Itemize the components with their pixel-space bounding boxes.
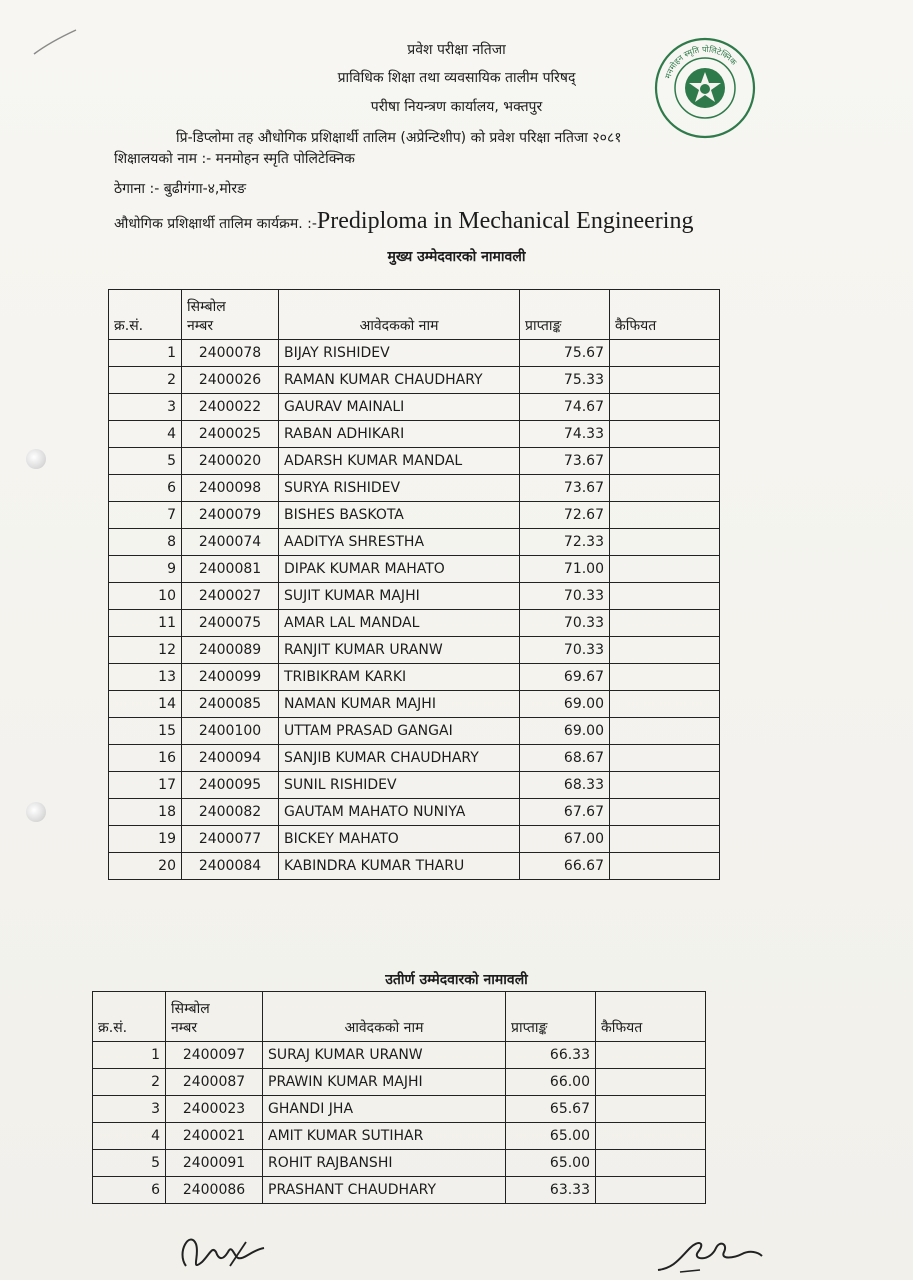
cell-name: DIPAK KUMAR MAHATO [279,556,520,583]
table-row [109,853,720,880]
cell-sn: 15 [109,718,182,745]
cell-symbol: 2400091 [166,1150,263,1177]
cell-marks: 66.67 [520,853,610,880]
col-marks: प्राप्ताङ्क [520,290,610,340]
cell-name: GAUTAM MAHATO NUNIYA [279,799,520,826]
table-row [93,1123,706,1150]
school-address: ठेगाना :- बुढीगंगा-४,मोरङ [114,181,247,197]
cell-remarks [610,853,720,880]
cell-remarks [610,664,720,691]
cell-remarks [610,637,720,664]
cell-sn: 1 [109,340,182,367]
table-row [109,745,720,772]
cell-remarks [610,772,720,799]
program-label: औधोगिक प्रशिक्षार्थी तालिम कार्यक्रम. :- [114,216,317,232]
cell-remarks [610,421,720,448]
table-row [109,394,720,421]
col-sn: क्र.सं. [109,290,182,340]
cell-symbol: 2400027 [182,583,279,610]
cell-remarks [610,745,720,772]
cell-marks: 63.33 [506,1177,596,1204]
table-row [109,529,720,556]
table-row [109,799,720,826]
cell-remarks [610,529,720,556]
cell-sn: 4 [109,421,182,448]
cell-marks: 66.00 [506,1069,596,1096]
cell-marks: 65.00 [506,1150,596,1177]
cell-sn: 10 [109,583,182,610]
cell-sn: 17 [109,772,182,799]
cell-sn: 18 [109,799,182,826]
cell-marks: 75.67 [520,340,610,367]
passed-candidates-table [92,991,706,1204]
cell-symbol: 2400081 [182,556,279,583]
table-row [93,1177,706,1204]
table-row [93,1042,706,1069]
cell-name: RABAN ADHIKARI [279,421,520,448]
col-name: आवेदकको नाम [279,290,520,340]
cell-symbol: 2400084 [182,853,279,880]
school-name: शिक्षालयको नाम :- मनमोहन स्मृति पोलिटेक्निक [114,151,355,167]
cell-name: ROHIT RAJBANSHI [263,1150,506,1177]
cell-marks: 68.67 [520,745,610,772]
cell-name: SANJIB KUMAR CHAUDHARY [279,745,520,772]
cell-sn: 9 [109,556,182,583]
cell-marks: 67.67 [520,799,610,826]
col-symbol-line2: नम्बर [187,318,214,334]
punch-hole [26,449,46,469]
cell-name: NAMAN KUMAR MAJHI [279,691,520,718]
table-header-row [93,992,706,1042]
punch-hole [26,802,46,822]
col-remarks: कैफियत [610,290,720,340]
cell-name: AADITYA SHRESTHA [279,529,520,556]
cell-remarks [610,583,720,610]
col-marks: प्राप्ताङ्क [506,992,596,1042]
cell-remarks [596,1150,706,1177]
program-name: Prediploma in Mechanical Engineering [316,208,694,234]
col-symbol-line1: सिम्बोल [187,299,226,315]
table-row [109,502,720,529]
cell-name: GAURAV MAINALI [279,394,520,421]
cell-symbol: 2400025 [182,421,279,448]
cell-symbol: 2400095 [182,772,279,799]
cell-name: PRAWIN KUMAR MAJHI [263,1069,506,1096]
cell-remarks [596,1123,706,1150]
program-line [114,208,693,235]
cell-sn: 19 [109,826,182,853]
cell-symbol: 2400089 [182,637,279,664]
cell-marks: 69.67 [520,664,610,691]
cell-name: SUNIL RISHIDEV [279,772,520,799]
cell-sn: 2 [93,1069,166,1096]
table-row [109,610,720,637]
table-row [109,691,720,718]
cell-symbol: 2400021 [166,1123,263,1150]
seal-text: मनमोहन स्मृति पोलिटेक्निक [663,44,739,80]
cell-symbol: 2400078 [182,340,279,367]
cell-sn: 3 [93,1096,166,1123]
cell-marks: 71.00 [520,556,610,583]
table-row [109,637,720,664]
table-row [109,826,720,853]
cell-sn: 6 [93,1177,166,1204]
cell-remarks [610,691,720,718]
cell-remarks [610,340,720,367]
cell-symbol: 2400098 [182,475,279,502]
cell-remarks [610,448,720,475]
cell-symbol: 2400020 [182,448,279,475]
cell-symbol: 2400082 [182,799,279,826]
table-row [109,421,720,448]
cell-sn: 12 [109,637,182,664]
cell-marks: 75.33 [520,367,610,394]
cell-name: BIJAY RISHIDEV [279,340,520,367]
cell-marks: 69.00 [520,718,610,745]
cell-symbol: 2400075 [182,610,279,637]
cell-name: GHANDI JHA [263,1096,506,1123]
col-symbol [166,992,263,1042]
cell-remarks [610,799,720,826]
table-row [109,583,720,610]
cell-remarks [596,1096,706,1123]
cell-name: RAMAN KUMAR CHAUDHARY [279,367,520,394]
header-line-3: परीषा नियन्त्रण कार्यालय, भक्तपुर [370,99,543,115]
table-row [93,1096,706,1123]
cell-sn: 13 [109,664,182,691]
cell-remarks [610,394,720,421]
cell-marks: 65.67 [506,1096,596,1123]
cell-symbol: 2400085 [182,691,279,718]
cell-sn: 6 [109,475,182,502]
cell-marks: 73.67 [520,475,610,502]
cell-name: BISHES BASKOTA [279,502,520,529]
cell-symbol: 2400074 [182,529,279,556]
cell-sn: 2 [109,367,182,394]
table-row [109,340,720,367]
cell-sn: 11 [109,610,182,637]
cell-marks: 66.33 [506,1042,596,1069]
cell-name: RANJIT KUMAR URANW [279,637,520,664]
main-candidates-table [108,289,720,880]
cell-marks: 70.33 [520,583,610,610]
cell-name: SUJIT KUMAR MAJHI [279,583,520,610]
result-title: प्रि-डिप्लोमा तह औधोगिक प्रशिक्षार्थी तालिम (अप्रेन्टिशीप) को प्रवेश परिक्षा नतिजा २०८१ [176,130,622,146]
signature-left [172,1222,272,1277]
table-row [109,664,720,691]
table-row [109,772,720,799]
cell-name: TRIBIKRAM KARKI [279,664,520,691]
cell-name: AMIT KUMAR SUTIHAR [263,1123,506,1150]
cell-marks: 74.33 [520,421,610,448]
cell-remarks [610,475,720,502]
cell-sn: 8 [109,529,182,556]
col-remarks: कैफियत [596,992,706,1042]
table-row [109,556,720,583]
cell-sn: 4 [93,1123,166,1150]
council-seal [653,36,757,140]
col-symbol-line2: नम्बर [171,1020,198,1036]
table-row [109,475,720,502]
cell-remarks [610,610,720,637]
cell-symbol: 2400087 [166,1069,263,1096]
col-symbol [182,290,279,340]
cell-remarks [610,556,720,583]
cell-remarks [596,1042,706,1069]
cell-symbol: 2400026 [182,367,279,394]
cell-marks: 65.00 [506,1123,596,1150]
cell-remarks [596,1177,706,1204]
main-list-title: मुख्य उम्मेदवारको नामावली [387,249,526,265]
cell-sn: 3 [109,394,182,421]
table-row [109,448,720,475]
signature-right [650,1222,765,1277]
main-table-body [109,340,720,880]
cell-symbol: 2400077 [182,826,279,853]
cell-marks: 67.00 [520,826,610,853]
cell-remarks [610,718,720,745]
cell-marks: 69.00 [520,691,610,718]
cell-sn: 14 [109,691,182,718]
cell-sn: 7 [109,502,182,529]
cell-symbol: 2400023 [166,1096,263,1123]
cell-name: SURAJ KUMAR URANW [263,1042,506,1069]
passed-table-body [93,1042,706,1204]
table-row [109,718,720,745]
table-row [93,1069,706,1096]
cell-symbol: 2400100 [182,718,279,745]
col-sn: क्र.सं. [93,992,166,1042]
cell-sn: 20 [109,853,182,880]
cell-remarks [610,502,720,529]
cell-symbol: 2400099 [182,664,279,691]
cell-name: KABINDRA KUMAR THARU [279,853,520,880]
passed-list-title: उतीर्ण उम्मेदवारको नामावली [385,972,528,988]
col-name: आवेदकको नाम [263,992,506,1042]
cell-sn: 5 [93,1150,166,1177]
table-row [109,367,720,394]
cell-remarks [610,826,720,853]
cell-name: SURYA RISHIDEV [279,475,520,502]
cell-name: BICKEY MAHATO [279,826,520,853]
cell-symbol: 2400086 [166,1177,263,1204]
cell-sn: 16 [109,745,182,772]
cell-remarks [610,367,720,394]
cell-symbol: 2400094 [182,745,279,772]
cell-symbol: 2400022 [182,394,279,421]
table-row [93,1150,706,1177]
cell-marks: 72.67 [520,502,610,529]
cell-marks: 73.67 [520,448,610,475]
cell-marks: 74.67 [520,394,610,421]
cell-marks: 72.33 [520,529,610,556]
cell-marks: 68.33 [520,772,610,799]
cell-name: ADARSH KUMAR MANDAL [279,448,520,475]
cell-marks: 70.33 [520,610,610,637]
cell-sn: 5 [109,448,182,475]
table-header-row [109,290,720,340]
header-line-2: प्राविधिक शिक्षा तथा व्यवसायिक तालीम परिषद् [337,70,576,86]
cell-marks: 70.33 [520,637,610,664]
col-symbol-line1: सिम्बोल [171,1001,210,1017]
header-line-1: प्रवेश परीक्षा नतिजा [407,42,506,58]
cell-symbol: 2400097 [166,1042,263,1069]
cell-name: UTTAM PRASAD GANGAI [279,718,520,745]
cell-sn: 1 [93,1042,166,1069]
cell-remarks [596,1069,706,1096]
cell-name: AMAR LAL MANDAL [279,610,520,637]
cell-symbol: 2400079 [182,502,279,529]
cell-name: PRASHANT CHAUDHARY [263,1177,506,1204]
